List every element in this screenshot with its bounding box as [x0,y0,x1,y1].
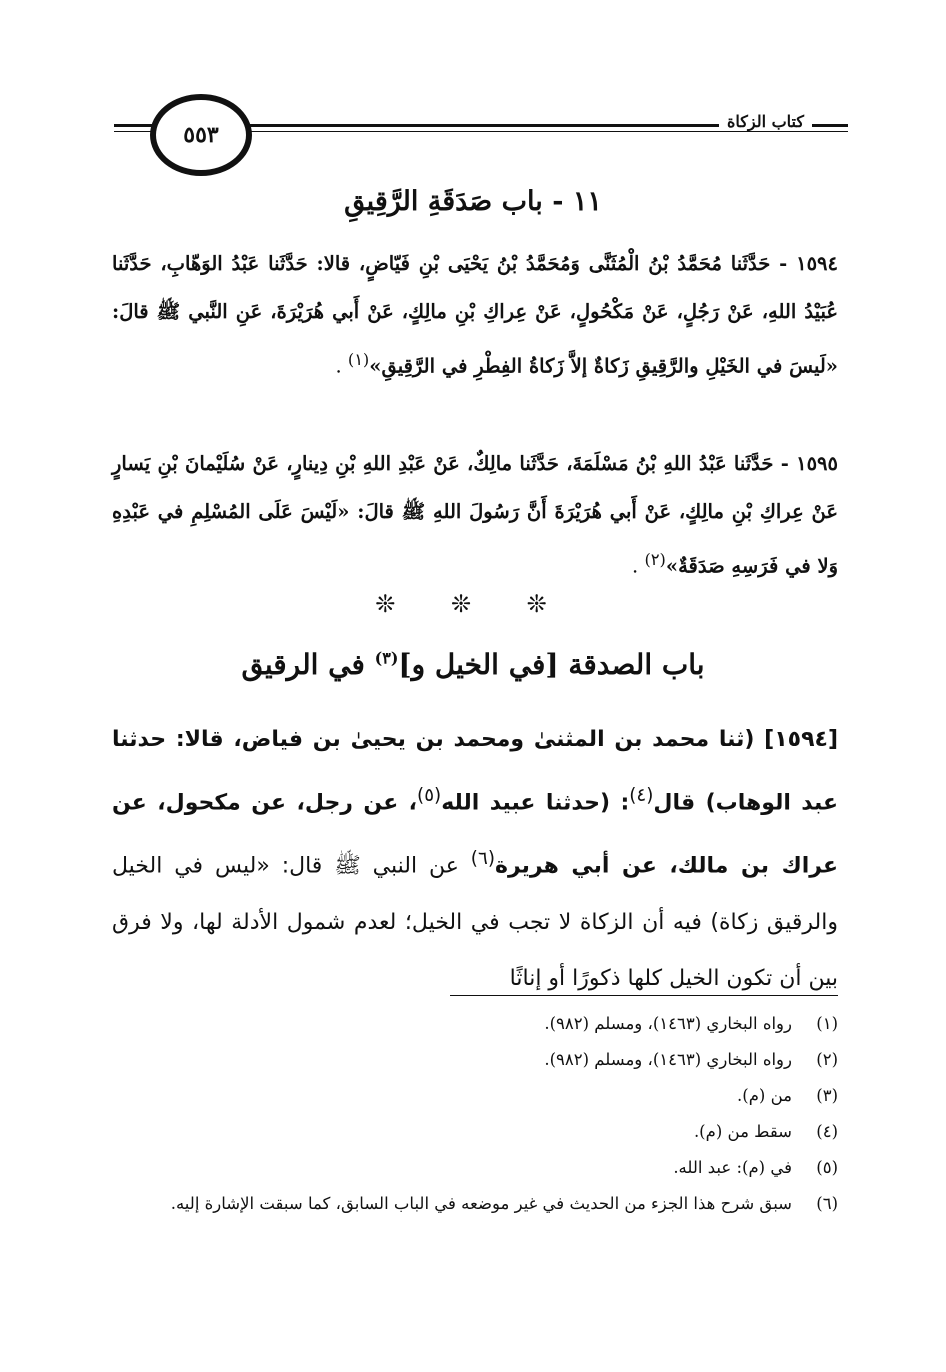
commentary [112,712,838,1007]
footnote-item [112,1078,838,1114]
footnote-divider [450,995,838,996]
footnote-ref: (٢) [644,550,666,569]
footnote-number: (٤) [816,1122,838,1141]
footnote-text: من (م). [737,1086,792,1105]
hadith-1594: ١٥٩٤ - حَدَّثَنا مُحَمَّدُ بْنُ الْمُثَنَّى وَمُحَمَّدُ بْنُ يَحْيَى بْنِ فَيّاضٍ، قالا: حَدَّثَنا عَبْدُ الوَهّابِ، حَدَّثَنا عُبَيْدُ اللهِ، عَنْ رَجُلٍ، عَنْ مَكْحُولٍ، عَنْ عِراكِ بْنِ مالِكٍ، عَنْ أَبي هُرَيْرَةَ، عَنِ النَّبي ﷺ قالَ: «لَيسَ في الخَيْلِ والرَّقِيقِ زَكاةٌ إلاَّ زَكاةُ الفِطْرِ في الرَّقِيقِ»$^{(١)}$ . [112,252,838,378]
section-separator: ❊ ❊ ❊ [375,590,571,618]
header-rule-left [114,124,154,127]
footnotes [112,1006,838,1222]
running-title: كتاب الزكاة [719,112,812,131]
commentary-text: عن النبي ﷺ قال: «ليس في الخيل والرقيق زكاة) فيه أن الزكاة لا تجب في الخيل؛ لعدم شمول الأدلة لها، ولا فرق بين أن تكون الخيل كلها ذكورًا أو إناثًا [112,853,838,991]
footnote-ref: (٥) [417,785,442,806]
footnote-text: سقط من (م). [693,1122,792,1141]
footnote-item [112,1006,838,1042]
hadith-text: ١٥٩٤ - حَدَّثَنا مُحَمَّدُ بْنُ الْمُثَنَّى وَمُحَمَّدُ بْنُ يَحْيَى بْنِ فَيّاضٍ، قالا: حَدَّثَنا عَبْدُ الوَهّابِ، حَدَّثَنا عُبَيْدُ اللهِ، عَنْ رَجُلٍ، عَنْ مَكْحُولٍ، عَنْ عِراكِ بْنِ مالِكٍ، عَنْ أَبي هُرَيْرَةَ، عَنِ النَّبي ﷺ قالَ: «لَيسَ في الخَيْلِ والرَّقِيقِ زَكاةٌ إلاَّ زَكاةُ الفِطْرِ في الرَّقِيقِ» [112,252,838,378]
footnote-ref: (٣) [374,648,399,668]
section-title-text: باب الصدقة [في الخيل و] [398,648,705,681]
footnote-item [112,1042,838,1078]
footnote-number: (٦) [816,1194,838,1213]
footnote-item [112,1150,838,1186]
footnote-number: (١) [816,1014,838,1033]
commentary-text: [١٥٩٤] (ثنا محمد بن المثنىٰ ومحمد بن يحيىٰ بن فياض، قالا: حدثنا عبد الوهاب) قال [112,727,839,816]
header-rule-thin [213,131,848,132]
footnote-ref: (١) [347,350,370,369]
header-rule-left-thin [114,131,154,132]
footnote-text: سبق شرح هذا الجزء من الحديث في غير موضعه في الباب السابق، كما سبقت الإشارة إليه. [170,1194,792,1213]
footnote-text: في (م): عبد الله. [673,1158,792,1177]
footnote-number: (٣) [816,1086,838,1105]
page-number [150,94,252,176]
commentary-text: : (حدثنا عبيد الله [441,790,630,816]
hadith-1595: ١٥٩٥ - حَدَّثَنا عَبْدُ اللهِ بْنُ مَسْلَمَةَ، حَدَّثَنا مالِكٌ، عَنْ عَبْدِ اللهِ بْنِ دِينارٍ، عَنْ سُلَيْمانَ بْنِ يَسارٍ عَنْ عِراكِ بْنِ مالِكٍ، عَنْ أَبي هُرَيْرَةَ أَنَّ رَسُولَ اللهِ ﷺ قالَ: «لَيْسَ عَلَى المُسْلِمِ في عَبْدِهِ وَلا في فَرَسِهِ صَدَقَةٌ»$^{(٢)}$ . [112,452,838,578]
footnote-ref: (٦) [470,848,495,870]
footnote-item [112,1114,838,1150]
footnote-text: رواه البخاري (١٤٦٣)، ومسلم (٩٨٢). [544,1050,792,1069]
footnote-text: رواه البخاري (١٤٦٣)، ومسلم (٩٨٢). [544,1014,792,1033]
section-title [0,648,946,681]
footnote-ref: (٤) [629,785,654,806]
page-header [108,82,848,172]
section-title-text-end: في الرقيق [241,648,365,681]
footnote-number: (٢) [816,1050,838,1069]
page-number-text: ٥٥٣ [183,122,219,148]
footnote-item [112,1186,838,1222]
chapter-title: ١١ - باب صَدَقَةِ الرَّقِيقِ [344,186,602,217]
commentary-text: ، عن رجل، عن مكحول، عن عراك بن مالك، عن أبي هريرة [112,790,838,879]
hadith-text: ١٥٩٥ - حَدَّثَنا عَبْدُ اللهِ بْنُ مَسْلَمَةَ، حَدَّثَنا مالِكٌ، عَنْ عَبْدِ اللهِ بْنِ دِينارٍ، عَنْ سُلَيْمانَ بْنِ يَسارٍ عَنْ عِراكِ بْنِ مالِكٍ، عَنْ أَبي هُرَيْرَةَ أَنَّ رَسُولَ اللهِ ﷺ قالَ: «لَيْسَ عَلَى المُسْلِمِ في عَبْدِهِ وَلا في فَرَسِهِ صَدَقَةٌ» [112,452,838,578]
footnote-number: (٥) [816,1158,838,1177]
